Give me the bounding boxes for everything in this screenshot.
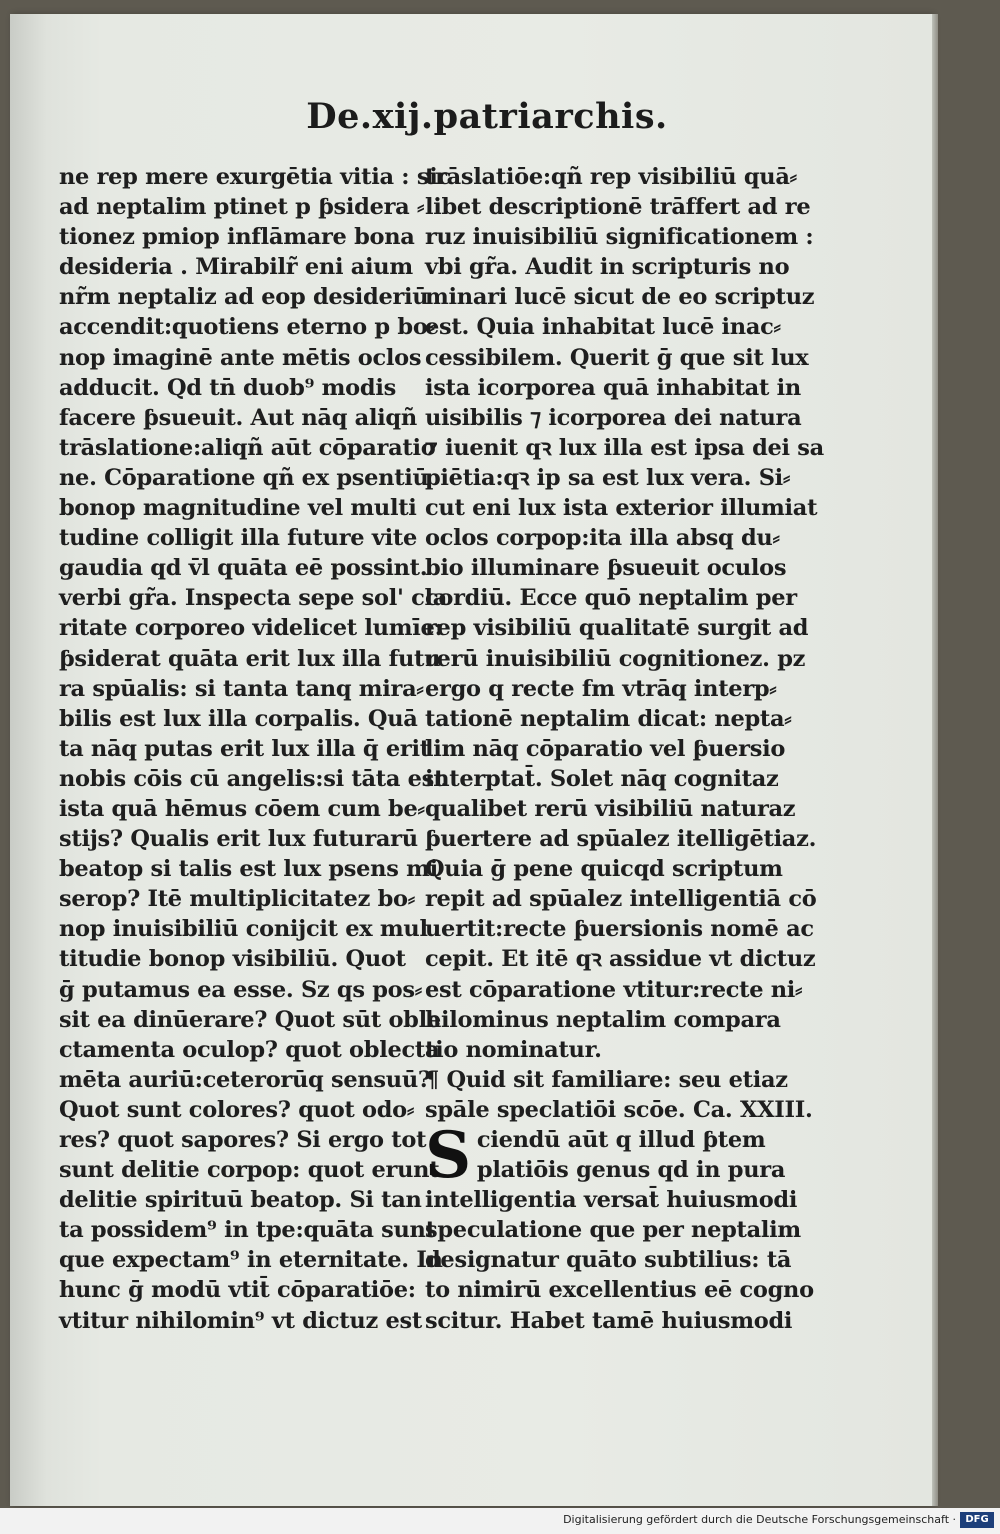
text-line: repit ad spūalez intelligentiā cō <box>425 886 817 913</box>
text-line: serop? Itē multiplicitatez bo⸗ <box>59 886 415 913</box>
text-line: ctamenta oculop? quot oblecta <box>59 1036 440 1063</box>
text-line: oclos corpop:ita illa absq du⸗ <box>425 525 780 552</box>
text-line: trāslatione:aliqñ aūt cōparatio <box>59 434 436 461</box>
text-line: speculatione que per neptalim <box>425 1217 801 1244</box>
text-line: nr̃m neptaliz ad eop desideriū <box>59 284 429 311</box>
chapter-heading-line: spāle speclatiōi scōe. Ca. XXIII. <box>425 1096 813 1123</box>
text-line: vtitur nihilomin⁹ vt dictuz est <box>59 1307 422 1334</box>
text-line: Quia ḡ pene quicqd scriptum <box>425 856 783 883</box>
text-line: ⁊ iuenit qꝛ lux illa est ipsa dei sa <box>425 434 824 461</box>
text-line: vbi gr̃a. Audit in scripturis no <box>425 254 790 281</box>
text-line: accendit:quotiens eterno p bo⸗ <box>59 314 435 341</box>
text-line: bilis est lux illa corpalis. Quā <box>59 705 418 732</box>
book-page <box>10 14 932 1506</box>
text-line: gaudia qd v̄l quāta eē possint. <box>59 555 428 582</box>
left-text-column <box>59 162 451 1336</box>
text-line: sit ea dinūerare? Quot sūt oble <box>59 1006 441 1033</box>
text-line: libet descriptionē trāffert ad re <box>425 194 811 221</box>
text-line: nobis cōis cū angelis:si tāta est <box>59 765 445 792</box>
text-line: platiōis genus qd in pura <box>476 1157 786 1184</box>
text-line: lim nāq cōparatio vel ƥuersio <box>425 735 786 762</box>
text-line: tudine colligit illa future vite <box>59 525 417 552</box>
text-line: uisibilis ⁊ icorporea dei natura <box>425 404 802 431</box>
right-text-column <box>425 162 824 1336</box>
text-line: intelligentia versat̄ huiusmodi <box>425 1187 798 1214</box>
text-line: que expectam⁹ in eternitate. In <box>59 1247 443 1274</box>
text-line: ergo q recte fm vtrāq interp⸗ <box>425 675 777 702</box>
text-line: ciendū aūt q illud ƥtem <box>476 1127 766 1153</box>
text-line: interptat̄. Solet nāq cognitaz <box>425 765 779 792</box>
text-line: ista icorporea quā inhabitat in <box>425 374 801 401</box>
text-line: est cōparatione vtitur:recte ni⸗ <box>425 976 803 1003</box>
text-line: ritate corporeo videlicet lumīe: <box>59 615 443 642</box>
text-line: hilominus neptalim compara <box>425 1006 781 1033</box>
text-line: stijs? Qualis erit lux futurarū <box>59 826 418 853</box>
funding-notice: Digitalisierung gefördert durch die Deutsche Forschungsgemeinschaft · <box>563 1513 956 1526</box>
text-line: ta nāq putas erit lux illa q̄ erit <box>59 735 430 762</box>
text-line: ad neptalim ptinet p ƥsidera ⸗ <box>59 194 425 221</box>
text-line: res? quot sapores? Si ergo tot <box>59 1127 427 1153</box>
text-line: cepit. Et itē qꝛ assidue vt dictuz <box>425 946 816 973</box>
initial-capital: S <box>425 1118 471 1193</box>
text-line: trāslatiōe:qñ rep visibiliū quā⸗ <box>425 164 797 190</box>
text-line: ḡ putamus ea esse. Sz qs pos⸗ <box>59 976 422 1003</box>
text-line: ƥsiderat quāta erit lux illa futu <box>59 645 441 672</box>
text-line: minari lucē sicut de eo scriptuz <box>425 284 815 311</box>
text-line: ta possidem⁹ in tpe:quāta sunt <box>59 1217 436 1244</box>
text-line: beatop si talis est lux psens mi <box>59 856 438 883</box>
text-line: ne. Cōparatione qñ ex psentiū <box>59 464 429 491</box>
text-line: ra spūalis: si tanta tanq mira⸗ <box>59 675 424 702</box>
text-line: rep visibiliū qualitatē surgit ad <box>425 615 809 642</box>
text-line: uertit:recte ƥuersionis nomē ac <box>425 916 814 943</box>
text-line: ƥuertere ad spūalez itelligētiaz. <box>425 826 817 853</box>
text-line: ruz inuisibiliū significationem : <box>425 224 814 251</box>
text-line: tio nominatur. <box>425 1036 602 1063</box>
text-line: rerū inuisibiliū cognitionez. pz <box>425 645 806 672</box>
text-line: Quot sunt colores? quot odo⸗ <box>59 1096 415 1123</box>
text-line: cessibilem. Querit ḡ que sit lux <box>425 344 809 371</box>
text-line: desideria . Mirabilr̃ eni aium <box>59 254 413 281</box>
text-line: adducit. Qd tn̄ duob⁹ modis <box>59 374 396 401</box>
chapter-heading-line: ¶ Quid sit familiare: seu etiaz <box>425 1066 788 1093</box>
text-line: sunt delitie corpop: quot erunt <box>59 1157 440 1184</box>
text-line: piētia:qꝛ ip sa est lux vera. Si⸗ <box>425 464 791 491</box>
text-line: ne rep mere exurgētia vitia : sic <box>59 164 451 190</box>
page-edge <box>932 14 938 1506</box>
text-line: designatur quāto subtilius: tā <box>425 1247 792 1274</box>
text-line: cordiū. Ecce quō neptalim per <box>425 585 797 612</box>
text-line: tionez pmiop inflāmare bona <box>59 224 415 251</box>
page-heading-text: De.xij.patriarchis. <box>306 96 668 137</box>
text-line: facere ƥsueuit. Aut nāq aliqñ <box>59 404 417 431</box>
text-line: bio illuminare ƥsueuit oculos <box>425 555 787 582</box>
text-line: delitie spirituū beatop. Si tan <box>59 1187 422 1214</box>
text-line: nop inuisibiliū conijcit ex mul <box>59 916 428 943</box>
text-line: verbi gr̃a. Inspecta sepe sol' cla <box>59 585 448 612</box>
page-heading <box>10 96 932 137</box>
text-line: nop imaginē ante mētis oclos <box>59 344 422 371</box>
text-line: scitur. Habet tamē huiusmodi <box>425 1307 793 1334</box>
text-line: mēta auriū:ceterorūq sensuū? <box>59 1066 431 1093</box>
text-line: hunc ḡ modū vtit̄ cōparatiōe: <box>59 1277 416 1304</box>
dfg-logo: DFG <box>960 1512 994 1528</box>
footer-bar <box>0 1508 1000 1534</box>
text-line: ista quā hēmus cōem cum be⸗ <box>59 795 425 822</box>
text-line: to nimirū excellentius eē cogno <box>425 1277 814 1304</box>
chapter-opening <box>425 1118 814 1336</box>
text-line: tationē neptalim dicat: nepta⸗ <box>425 705 792 732</box>
text-line: qualibet rerū visibiliū naturaz <box>425 795 796 822</box>
text-line: titudie bonop visibiliū. Quot <box>59 946 406 973</box>
text-line: bonop magnitudine vel multi <box>59 495 417 522</box>
text-line: est. Quia inhabitat lucē inac⸗ <box>425 314 781 341</box>
text-line: cut eni lux ista exterior illumiat <box>425 495 818 522</box>
